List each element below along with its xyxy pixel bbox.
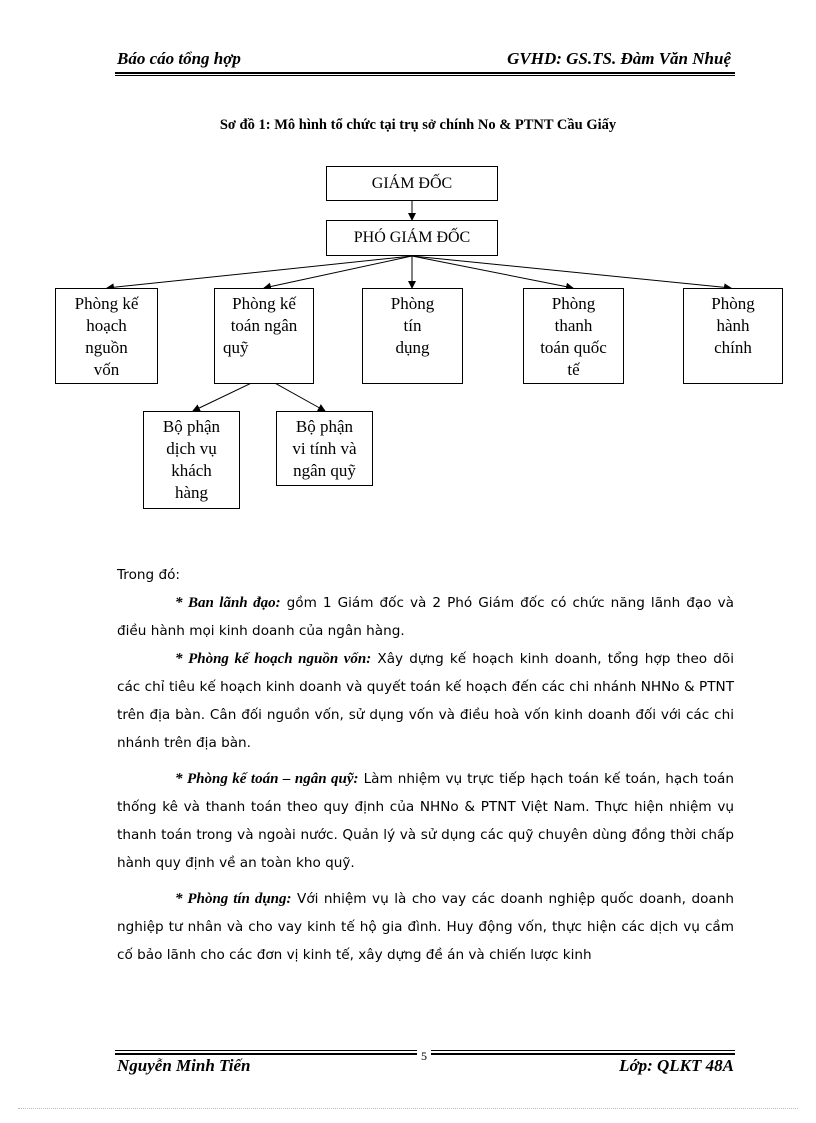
box-line: tín: [403, 316, 422, 335]
paragraph-label: * Ban lãnh đạo:: [175, 595, 281, 611]
deputy-director-label: PHÓ GIÁM ĐỐC: [353, 229, 471, 246]
paragraph-accounting: [117, 765, 734, 877]
arrow-deputy-to-accounting: [264, 256, 412, 288]
org-chart-connectors: [0, 0, 816, 520]
diagram-caption: Sơ đồ 1: Mô hình tổ chức tại trụ sở chính No & PTNT Cầu Giấy: [219, 117, 617, 133]
box-line: Phòng: [390, 294, 435, 313]
box-line: dụng: [395, 338, 430, 357]
box-line: Bộ phận: [295, 417, 354, 436]
arrow-deputy-to-admin: [412, 256, 731, 288]
page-number: 5: [417, 1049, 431, 1064]
arrow-deputy-to-intl-payment: [412, 256, 573, 288]
paragraph-label: * Phòng tín dụng:: [175, 891, 292, 907]
box-line: chính: [714, 338, 752, 357]
paragraph-label: * Phòng kế toán – ngân quỹ:: [175, 771, 359, 787]
credit-dept-box: [362, 288, 463, 384]
director-box: [326, 166, 498, 201]
deputy-director-box: [326, 220, 498, 256]
intro-line: Trong đó:: [117, 567, 181, 583]
box-line: hành: [716, 316, 750, 335]
paragraph-planning: [117, 645, 734, 757]
international-payment-dept-box: [523, 288, 624, 384]
box-line: tế: [567, 360, 580, 379]
box-line: hoạch: [86, 316, 127, 335]
paragraph-text: Làm nhiệm vụ trực tiếp hạch toán kế toán, hạch toán thống kê và thanh toán theo quy định của NHNo & PTNT Việt Nam. Thực hiện nhiệm vụ thanh toán trong và ngoài nước. Quản lý và sử dụng các quỹ chuyên dùng đồng thời chấp hành quy định về an toàn kho quỹ.: [117, 771, 734, 871]
box-line: Bộ phận: [162, 417, 221, 436]
paragraph-text: gồm 1 Giám đốc và 2 Phó Giám đốc có chức năng lãnh đạo và điều hành mọi kinh doanh của ngân hàng.: [117, 595, 734, 639]
footer-author: Nguyễn Minh Tiến: [117, 1056, 251, 1075]
box-line: thanh: [554, 316, 593, 335]
org-chart: [0, 0, 816, 520]
box-line: Phòng: [551, 294, 596, 313]
header-right: GVHD: GS.TS. Đàm Văn Nhuệ: [507, 49, 731, 68]
box-line: ngân quỹ: [293, 461, 356, 480]
director-label: GIÁM ĐỐC: [371, 175, 453, 192]
customer-service-unit-box: [143, 411, 240, 509]
box-line: toán quốc: [540, 338, 607, 357]
body-text: [117, 561, 734, 969]
box-line: khách: [171, 461, 212, 480]
planning-capital-dept-box: [55, 288, 158, 384]
box-line: dịch vụ: [166, 439, 217, 458]
box-line: nguồn: [85, 338, 128, 357]
accounting-treasury-dept-box: [214, 288, 314, 384]
footer-class: Lớp: QLKT 48A: [619, 1056, 734, 1075]
page-break-line: [18, 1108, 798, 1109]
box-line: Phòng kế: [74, 294, 139, 313]
box-line: toán ngân: [230, 316, 298, 335]
box-line: quỹ: [223, 338, 249, 357]
paragraph-label: * Phòng kế hoạch nguồn vốn:: [175, 651, 372, 667]
paragraph-text: Xây dựng kế hoạch kinh doanh, tổng hợp theo dõi các chỉ tiêu kế hoạch kinh doanh và quyết toán kế hoạch đến các chi nhánh NHNo & PTNT trên địa bàn. Cân đối nguồn vốn, sử dụng vốn và điều hoà vốn kinh doanh đối với các chi nhánh trên địa bàn.: [117, 651, 734, 751]
box-line: Phòng: [711, 294, 755, 313]
header-left: Báo cáo tổng hợp: [117, 49, 241, 68]
it-treasury-unit-box: [276, 411, 373, 486]
paragraph-text: Với nhiệm vụ là cho vay các doanh nghiệp quốc doanh, doanh nghiệp tư nhân và cho vay kinh tế hộ gia đình. Huy động vốn, thực hiện các dịch vụ cầm cố bảo lãnh cho các đơn vị kinh tế, xây dựng đề án và chiến lược kinh: [117, 891, 734, 963]
paragraph-credit: [117, 885, 734, 969]
administration-dept-box: [683, 288, 783, 384]
box-line: hàng: [174, 483, 209, 502]
box-line: vi tính và: [292, 439, 357, 458]
arrow-deputy-to-planning: [107, 256, 412, 288]
paragraph-leadership: [117, 589, 734, 645]
box-line: Phòng kế: [232, 294, 296, 313]
box-line: vốn: [93, 360, 120, 379]
